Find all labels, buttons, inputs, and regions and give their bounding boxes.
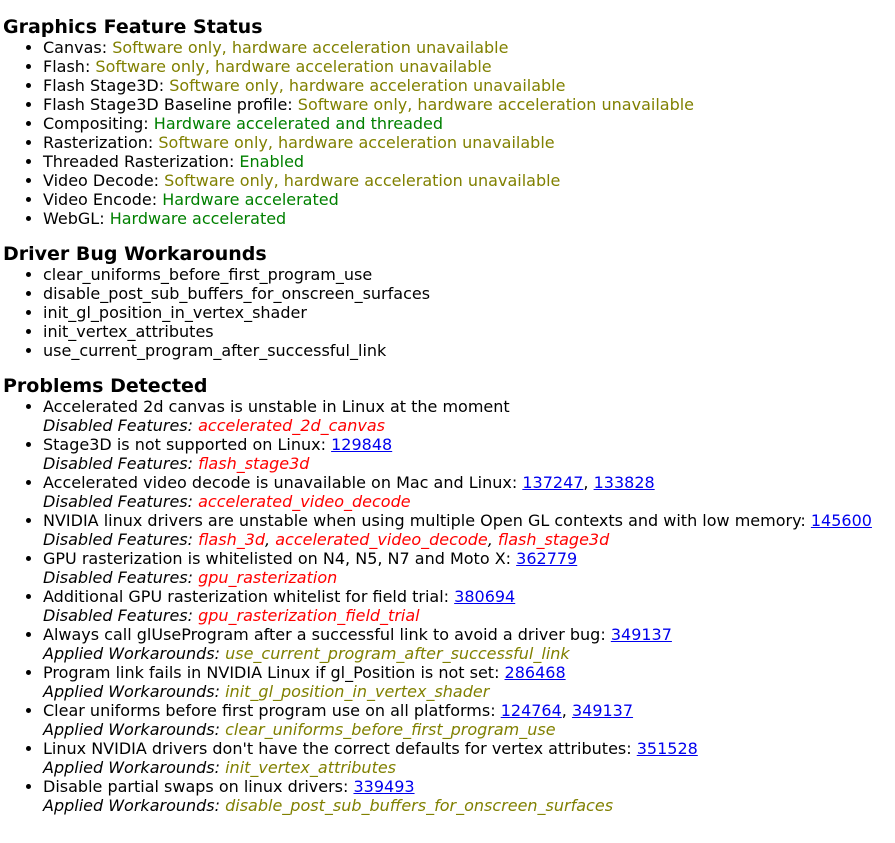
problem-description: GPU rasterization is whitelisted on N4, N5, N7 and Moto X [43, 549, 506, 568]
feature-tag: flash_3d [198, 530, 266, 549]
feature-name: Rasterization [43, 133, 148, 152]
problem-description: Accelerated video decode is unavailable on Mac and Linux [43, 473, 512, 492]
problem-description: Always call glUseProgram after a successful link to avoid a driver bug [43, 625, 601, 644]
feature-name: Video Encode [43, 190, 152, 209]
problem-description: Disable partial swaps on linux drivers [43, 777, 343, 796]
feature-tag: init_vertex_attributes [225, 758, 397, 777]
applied-workarounds [43, 682, 489, 701]
feature-item: • Compositing: Hardware accelerated and threaded [43, 114, 895, 133]
feature-item: • Rasterization: Software only, hardware acceleration unavailable [43, 133, 895, 152]
note-label: Disabled Features: [43, 492, 199, 511]
feature-status-value: Software only, hardware acceleration unavailable [95, 57, 492, 76]
feature-tag: accelerated_video_decode [198, 492, 411, 511]
problems-list [3, 397, 895, 815]
note-label: Applied Workarounds: [43, 682, 226, 701]
problem-description: Program link fails in NVIDIA Linux if gl_Position is not set [43, 663, 495, 682]
bug-link[interactable]: 349137 [610, 625, 672, 644]
feature-name: Video Decode [43, 171, 154, 190]
feature-item: • WebGL: Hardware accelerated [43, 209, 895, 228]
feature-item: • Video Decode: Software only, hardware acceleration unavailable [43, 171, 895, 190]
problem-item: • Program link fails in NVIDIA Linux if gl_Position is not set: 286468 Applied Workarounds: init_gl_position_in_vertex_shader [43, 663, 895, 701]
feature-tag: accelerated_video_decode [275, 530, 488, 549]
feature-tag: flash_stage3d [198, 454, 310, 473]
bug-link[interactable]: 124764 [500, 701, 562, 720]
gpu-info-page [0, 16, 895, 815]
applied-workarounds [43, 796, 613, 815]
bug-link[interactable]: 133828 [593, 473, 655, 492]
problem-description: Additional GPU rasterization whitelist for field trial [43, 587, 444, 606]
bug-link[interactable]: 351528 [636, 739, 698, 758]
bug-link[interactable]: 286468 [504, 663, 566, 682]
feature-status-value: Software only, hardware acceleration unavailable [169, 76, 566, 95]
bug-link[interactable]: 380694 [454, 587, 516, 606]
feature-name: Canvas [43, 38, 102, 57]
feature-item: • Flash: Software only, hardware acceleration unavailable [43, 57, 895, 76]
note-label: Disabled Features: [43, 416, 199, 435]
feature-status-list [3, 38, 895, 228]
bug-link[interactable]: 339493 [353, 777, 415, 796]
feature-status-value: Hardware accelerated [162, 190, 339, 209]
feature-name: Flash [43, 57, 85, 76]
feature-item: • Flash Stage3D: Software only, hardware acceleration unavailable [43, 76, 895, 95]
workaround-item: • clear_uniforms_before_first_program_use [43, 265, 895, 284]
feature-item: • Canvas: Software only, hardware acceleration unavailable [43, 38, 895, 57]
note-label: Disabled Features: [43, 606, 199, 625]
feature-status-value: Enabled [239, 152, 305, 171]
disabled-features [43, 454, 309, 473]
problem-description: Clear uniforms before first program use on all platforms [43, 701, 491, 720]
bug-link[interactable]: 137247 [522, 473, 584, 492]
bug-link[interactable]: 362779 [516, 549, 578, 568]
disabled-features [43, 568, 337, 587]
problem-item: • Stage3D is not supported on Linux: 129848 Disabled Features: flash_stage3d [43, 435, 895, 473]
problem-description: Accelerated 2d canvas is unstable in Linux at the moment [43, 397, 510, 416]
workaround-item: • init_vertex_attributes [43, 322, 895, 341]
feature-item: • Video Encode: Hardware accelerated [43, 190, 895, 209]
feature-name: WebGL [43, 209, 100, 228]
workaround-item: • disable_post_sub_buffers_for_onscreen_surfaces [43, 284, 895, 303]
feature-status-value: Software only, hardware acceleration unavailable [112, 38, 509, 57]
feature-tag: flash_stage3d [497, 530, 610, 549]
feature-tag: clear_uniforms_before_first_program_use [225, 720, 556, 739]
problem-item: • GPU rasterization is whitelisted on N4, N5, N7 and Moto X: 362779 Disabled Features: gpu_rasterization [43, 549, 895, 587]
note-label: Applied Workarounds: [43, 720, 226, 739]
disabled-features [43, 492, 411, 511]
feature-tag: accelerated_2d_canvas [198, 416, 385, 435]
note-label: Applied Workarounds: [43, 644, 226, 663]
disabled-features: Disabled Features: flash_3d, accelerated_video_decode, flash_stage3d [43, 530, 610, 549]
disabled-features [43, 416, 385, 435]
workaround-item: • init_gl_position_in_vertex_shader [43, 303, 895, 322]
problem-item [43, 397, 895, 435]
applied-workarounds [43, 720, 556, 739]
disabled-features [43, 606, 420, 625]
note-label: Disabled Features: [43, 454, 199, 473]
problem-description: Stage3D is not supported on Linux [43, 435, 321, 454]
note-label: Disabled Features: [43, 530, 199, 549]
problem-item: • Accelerated video decode is unavailable on Mac and Linux: 137247, 133828 Disabled Features: accelerated_video_decode [43, 473, 895, 511]
feature-name: Threaded Rasterization [43, 152, 229, 171]
bug-link[interactable]: 145600 [810, 511, 872, 530]
problems-heading: Problems Detected [3, 375, 208, 397]
problem-item: • Disable partial swaps on linux drivers: 339493 Applied Workarounds: disable_post_sub_buffers_for_onscreen_surfaces [43, 777, 895, 815]
problem-item: • Additional GPU rasterization whitelist for field trial: 380694 Disabled Features: gpu_rasterization_field_trial [43, 587, 895, 625]
applied-workarounds [43, 644, 570, 663]
note-label: Applied Workarounds: [43, 758, 226, 777]
problem-item: • Clear uniforms before first program use on all platforms: 124764, 349137 Applied Workarounds: clear_uniforms_before_first_program_use [43, 701, 895, 739]
note-label: Disabled Features: [43, 568, 199, 587]
feature-status-value: Software only, hardware acceleration unavailable [158, 133, 555, 152]
feature-item: • Threaded Rasterization: Enabled [43, 152, 895, 171]
bug-link[interactable]: 129848 [331, 435, 393, 454]
feature-tag: gpu_rasterization [198, 568, 338, 587]
feature-tag: disable_post_sub_buffers_for_onscreen_surfaces [225, 796, 614, 815]
feature-name: Compositing [43, 114, 144, 133]
feature-status-value: Hardware accelerated [109, 209, 287, 228]
workaround-item: • use_current_program_after_successful_link [43, 341, 895, 360]
note-label: Applied Workarounds: [43, 796, 226, 815]
workarounds-heading: Driver Bug Workarounds [3, 243, 267, 265]
feature-status-heading: Graphics Feature Status [3, 16, 263, 38]
feature-item: • Flash Stage3D Baseline profile: Software only, hardware acceleration unavailable [43, 95, 895, 114]
problem-description: Linux NVIDIA drivers don't have the correct defaults for vertex attributes [43, 739, 627, 758]
feature-status-value: Software only, hardware acceleration unavailable [297, 95, 695, 114]
feature-name: Flash Stage3D Baseline profile [43, 95, 288, 114]
workarounds-list [3, 265, 895, 360]
feature-status-value: Hardware accelerated and threaded [153, 114, 444, 133]
bug-link[interactable]: 349137 [571, 701, 634, 720]
problem-description: NVIDIA linux drivers are unstable when using multiple Open GL contexts and with low memory [43, 511, 801, 530]
feature-name: Flash Stage3D [43, 76, 159, 95]
problem-item: • Always call glUseProgram after a successful link to avoid a driver bug: 349137 Applied Workarounds: use_current_program_after_successful_link [43, 625, 895, 663]
applied-workarounds [43, 758, 396, 777]
feature-tag: init_gl_position_in_vertex_shader [225, 682, 490, 701]
problem-item: • Linux NVIDIA drivers don't have the correct defaults for vertex attributes: 351528 Applied Workarounds: init_vertex_attributes [43, 739, 895, 777]
feature-tag: use_current_program_after_successful_link [225, 644, 570, 663]
feature-status-value: Software only, hardware acceleration unavailable [164, 171, 561, 190]
feature-tag: gpu_rasterization_field_trial [198, 606, 420, 625]
problem-item: • NVIDIA linux drivers are unstable when using multiple Open GL contexts and with low memory: 145600 Disabled Features: flash_3d, accelerated_video_decode, flash_stage3d [43, 511, 895, 549]
